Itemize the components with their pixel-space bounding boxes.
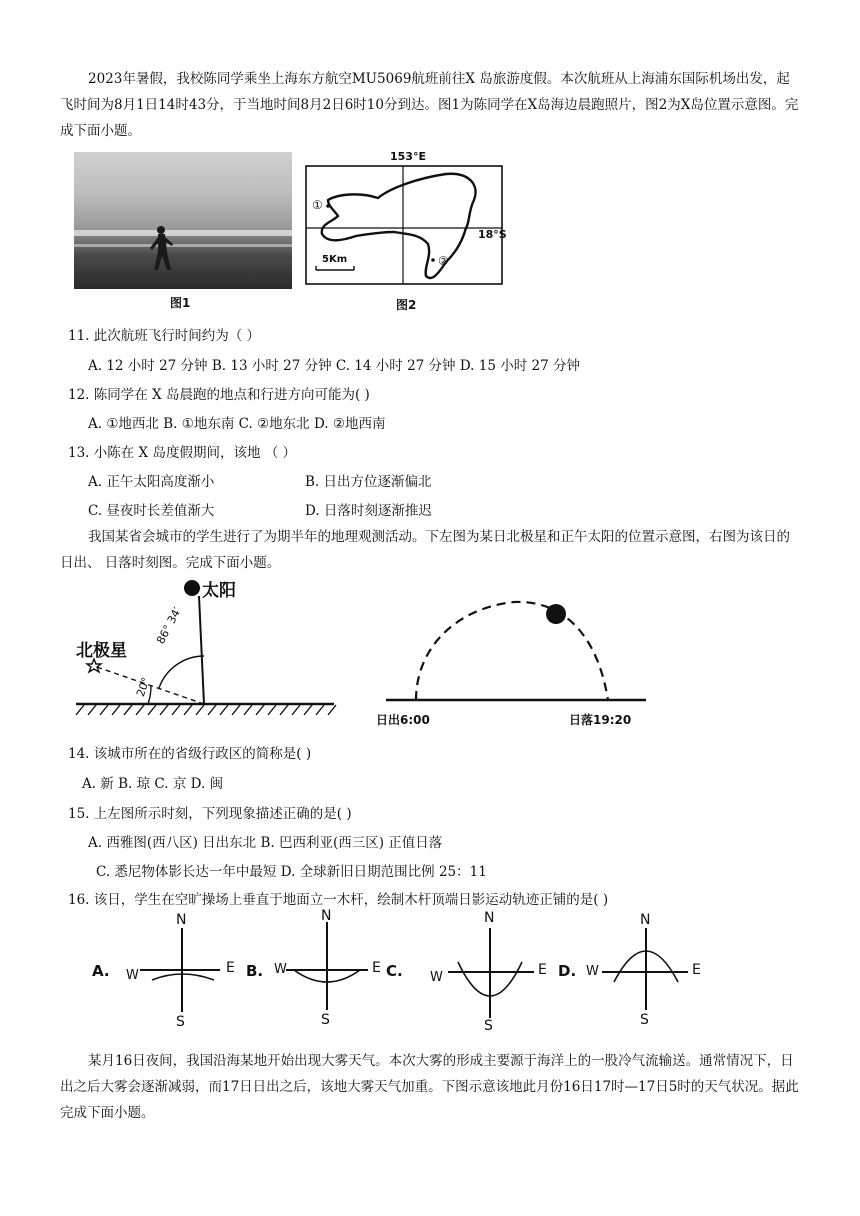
latitude-label: 18°S: [478, 228, 507, 241]
question-13-option-c: C. 昼夜时长差值渐大: [88, 503, 215, 519]
question-14-stem: 14. 该城市所在的省级行政区的简称是( ): [68, 746, 312, 762]
passage-1: 2023年暑假，我校陈同学乘坐上海东方航空MU5069航班前往X 岛旅游度假。本次航班从上海浦东国际机场出发，起飞时间为8月1日14时43分，于当地时间8月2日6时10分到达。图1为陈同学在X岛海边晨跑照片，图2为X岛位置示意图。完成下面小题。: [60, 71, 799, 139]
option-b-north-label: N: [321, 908, 332, 924]
longitude-label: 153°E: [390, 150, 426, 163]
option-a-east-label: E: [226, 960, 235, 976]
morning-run-photo: [74, 152, 292, 289]
option-c-label: C.: [386, 962, 403, 980]
sunset-time-label: 日落19:20: [569, 713, 632, 727]
option-b-south-label: S: [321, 1012, 330, 1028]
option-d-south-label: S: [640, 1012, 649, 1028]
polaris-label: 北极星: [76, 641, 127, 661]
option-d-west-label: W: [586, 964, 599, 979]
passage-3: 某月16日夜间，我国沿海某地开始出现大雾天气。本次大雾的形成主要源于海洋上的一股冷气流输送。通常情况下，日出之后大雾会逐渐减弱，而17日日出之后，该地大雾天气加重。下图示意该地此月份16日17时—17日5时的天气状况。据此完成下面小题。: [60, 1053, 799, 1121]
question-12-stem: 12. 陈同学在 X 岛晨跑的地点和行进方向可能为( ): [68, 387, 370, 403]
location-marker-2: ②: [438, 254, 449, 268]
passage-2: 我国某省会城市的学生进行了为期半年的地理观测活动。下左图为某日北极星和正午太阳的位置示意图，右图为该日的日出、 日落时刻图。完成下面小题。: [60, 529, 790, 571]
sun-altitude-angle-label: 86° 34′: [154, 605, 185, 647]
option-d-label: D.: [558, 962, 577, 980]
sun-label: 太阳: [202, 581, 236, 601]
sunrise-sunset-diagram: [376, 588, 656, 728]
polaris-altitude-angle-label: 20°: [134, 675, 153, 699]
figure-2-caption: 图2: [396, 298, 417, 312]
question-13-option-d: D. 日落时刻逐渐推迟: [305, 503, 432, 519]
option-a-label: A.: [92, 962, 110, 980]
option-b-west-label: W: [274, 962, 287, 977]
question-14-options: A. 新 B. 琼 C. 京 D. 闽: [82, 776, 224, 792]
option-d-east-label: E: [692, 962, 701, 978]
option-b-label: B.: [246, 962, 264, 980]
question-15-options-line-2: C. 悉尼物体影长达一年中最短 D. 全球新旧日期范围比例 25：11: [96, 864, 487, 880]
question-12-options: A. ①地西北 B. ①地东南 C. ②地东北 D. ②地西南: [88, 416, 386, 432]
island-location-map: [298, 148, 518, 296]
option-c-south-label: S: [484, 1018, 493, 1034]
option-c-east-label: E: [538, 962, 547, 978]
shadow-trajectory-options: [90, 910, 710, 1034]
question-11-stem: 11. 此次航班飞行时间约为（ ）: [68, 328, 261, 344]
question-11-options: A. 12 小时 27 分钟 B. 13 小时 27 分钟 C. 14 小时 27 分钟 D. 15 小时 27 分钟: [88, 358, 580, 374]
scale-label: 5Km: [322, 254, 348, 265]
question-16-stem: 16. 该日，学生在空旷操场上垂直于地面立一木杆，绘制木杆顶端日影运动轨迹正铺的是( ): [68, 892, 609, 908]
option-a-west-label: W: [126, 968, 139, 983]
question-13-stem: 13. 小陈在 X 岛度假期间，该地 （ ）: [68, 445, 297, 461]
question-15-options-line-1: A. 西雅图(西八区) 日出东北 B. 巴西利亚(西三区) 正值日落: [88, 835, 443, 851]
option-a-north-label: N: [176, 912, 187, 928]
option-d-north-label: N: [640, 912, 651, 928]
option-b-east-label: E: [372, 960, 381, 976]
figure-1-caption: 图1: [170, 296, 191, 310]
option-c-west-label: W: [430, 970, 443, 985]
polaris-noon-sun-diagram: [70, 574, 340, 724]
question-13-option-b: B. 日出方位逐渐偏北: [305, 474, 432, 490]
location-marker-1: ①: [312, 198, 323, 212]
question-13-option-a: A. 正午太阳高度渐小: [88, 474, 215, 490]
option-a-south-label: S: [176, 1014, 185, 1030]
option-c-north-label: N: [484, 910, 495, 926]
sunrise-time-label: 日出6:00: [376, 713, 430, 727]
question-15-stem: 15. 上左图所示时刻，下列现象描述正确的是( ): [68, 806, 352, 822]
